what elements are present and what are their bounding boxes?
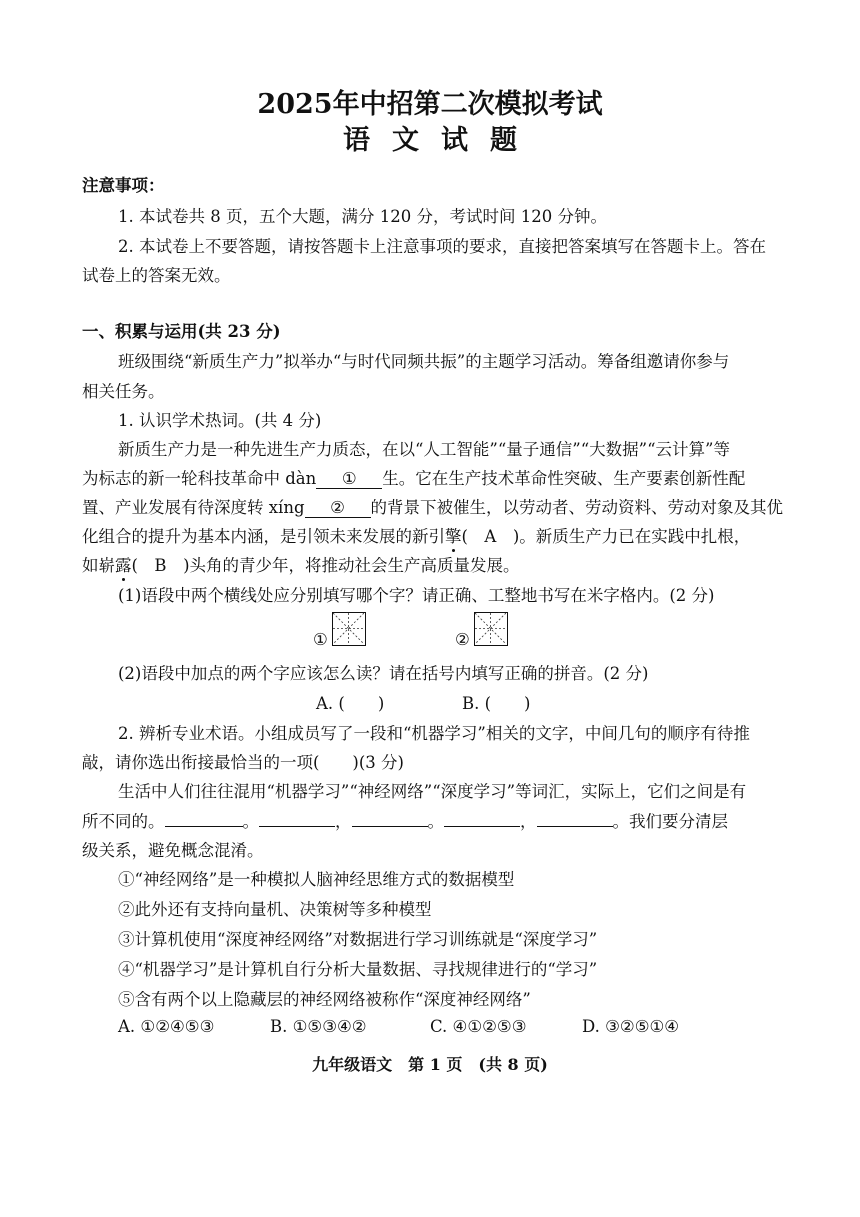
question-1-sub-2: (2)语段中加点的两个字应该怎么读？请在括号内填写正确的拼音。(2 分) bbox=[118, 664, 649, 683]
answer-blank[interactable] bbox=[259, 826, 335, 827]
question-1-sub-1: (1)语段中两个横线处应分别填写哪个字？请正确、工整地书写在米字格内。(2 分) bbox=[118, 586, 715, 605]
q2-passage-text-e: ， bbox=[520, 812, 537, 831]
passage-line-5-a: 如崭 bbox=[82, 556, 115, 575]
sentence-item: ①“神经网络”是一种模拟人脑神经思维方式的数据模型 bbox=[118, 870, 515, 889]
pinyin-answer-b[interactable]: B. ( ) bbox=[462, 694, 531, 713]
q2-passage-text-d: 。 bbox=[427, 812, 444, 831]
blank-2: ② bbox=[305, 498, 371, 518]
grid-label-1: ① bbox=[313, 630, 328, 649]
passage-line-4-a: 化组合的提升为基本内涵，是引领未来发展的新引 bbox=[82, 527, 445, 546]
writing-grid-2[interactable] bbox=[474, 612, 508, 646]
mi-grid-icon bbox=[475, 613, 506, 644]
dotted-char-1: 擎 bbox=[445, 527, 462, 546]
sentence-item: ③计算机使用“深度神经网络”对数据进行学习训练就是“深度学习” bbox=[118, 930, 598, 949]
choice-b[interactable]: B. ①⑤③④② bbox=[270, 1017, 367, 1036]
answer-blank[interactable] bbox=[444, 826, 520, 827]
section-intro-line-2: 相关任务。 bbox=[82, 382, 165, 401]
question-1-title: 1. 认识学术热词。(共 4 分) bbox=[118, 411, 322, 430]
page-footer: 九年级语文 第 1 页 (共 8 页) bbox=[312, 1055, 548, 1074]
choice-a[interactable]: A. ①②④⑤③ bbox=[118, 1017, 215, 1036]
section-heading: 一、积累与运用(共 23 分) bbox=[82, 322, 281, 341]
answer-blank[interactable] bbox=[537, 826, 613, 827]
mi-grid-icon bbox=[333, 613, 364, 644]
passage-line-2-a: 为标志的新一轮科技革命中 dàn bbox=[82, 469, 317, 488]
choice-c[interactable]: C. ④①②⑤③ bbox=[430, 1017, 527, 1036]
passage-line-5-b: ( B )头角的青少年，将推动社会生产高质量发展。 bbox=[131, 556, 520, 575]
answer-blank[interactable] bbox=[352, 826, 428, 827]
question-2-line-1: 2. 辨析专业术语。小组成员写了一段和“机器学习”相关的文字，中间几句的顺序有待推 bbox=[118, 724, 750, 743]
passage-line-3 bbox=[82, 494, 783, 518]
choice-d[interactable]: D. ③②⑤①④ bbox=[582, 1017, 680, 1036]
q2-passage-text-b: 。 bbox=[242, 812, 259, 831]
q2-passage-text-f: 。我们要分清层 bbox=[612, 812, 728, 831]
writing-grid-1[interactable] bbox=[332, 612, 366, 646]
passage-line-4 bbox=[82, 523, 750, 547]
passage-line-3-b: 的背景下被催生，以劳动者、劳动资料、劳动对象及其优 bbox=[370, 498, 784, 517]
section-intro-line-1: 班级围绕“新质生产力”拟举办“与时代同频共振”的主题学习活动。筹备组邀请你参与 bbox=[118, 352, 730, 371]
pinyin-answer-a[interactable]: A. ( ) bbox=[316, 694, 385, 713]
grid-label-2: ② bbox=[455, 630, 470, 649]
q2-passage-text-c: ， bbox=[335, 812, 352, 831]
q2-passage-text-a: 所不同的。 bbox=[82, 812, 165, 831]
notice-item-2-line-2: 试卷上的答案无效。 bbox=[82, 266, 231, 285]
sentence-item: ②此外还有支持向量机、决策树等多种模型 bbox=[118, 900, 432, 919]
sentence-item: ④“机器学习”是计算机自行分析大量数据、寻找规律进行的“学习” bbox=[118, 960, 598, 979]
blank-1: ① bbox=[316, 469, 382, 489]
notice-heading: 注意事项： bbox=[82, 176, 165, 195]
answer-blank[interactable] bbox=[165, 826, 243, 827]
question-2-passage-line-1: 生活中人们往往混用“机器学习”“神经网络”“深度学习”等词汇，实际上，它们之间是有 bbox=[118, 782, 747, 801]
exam-title: 2025年中招第二次模拟考试 bbox=[257, 89, 603, 120]
passage-line-5 bbox=[82, 552, 520, 576]
notice-item-1: 1. 本试卷共 8 页，五个大题，满分 120 分，考试时间 120 分钟。 bbox=[118, 207, 607, 226]
question-2-passage-line-3: 级关系，避免概念混淆。 bbox=[82, 841, 264, 860]
passage-line-2 bbox=[82, 465, 745, 489]
passage-line-3-a: 置、产业发展有待深度转 xíng bbox=[82, 498, 305, 517]
passage-line-2-b: 生。它在生产技术革命性突破、生产要素创新性配 bbox=[382, 469, 746, 488]
question-2-passage-line-2 bbox=[82, 808, 728, 832]
passage-line-1: 新质生产力是一种先进生产力质态，在以“人工智能”“量子通信”“大数据”“云计算”等 bbox=[118, 440, 730, 459]
passage-line-4-b: ( A )。新质生产力已在实践中扎根， bbox=[461, 527, 751, 546]
exam-subtitle: 语文试题 bbox=[343, 125, 539, 156]
sentence-item: ⑤含有两个以上隐藏层的神经网络被称作“深度神经网络” bbox=[118, 990, 531, 1009]
dotted-char-2: 露 bbox=[115, 556, 132, 575]
question-2-line-2: 敲，请你选出衔接最恰当的一项( )(3 分) bbox=[82, 753, 404, 772]
notice-item-2-line-1: 2. 本试卷上不要答题，请按答题卡上注意事项的要求，直接把答案填写在答题卡上。答在 bbox=[118, 237, 766, 256]
